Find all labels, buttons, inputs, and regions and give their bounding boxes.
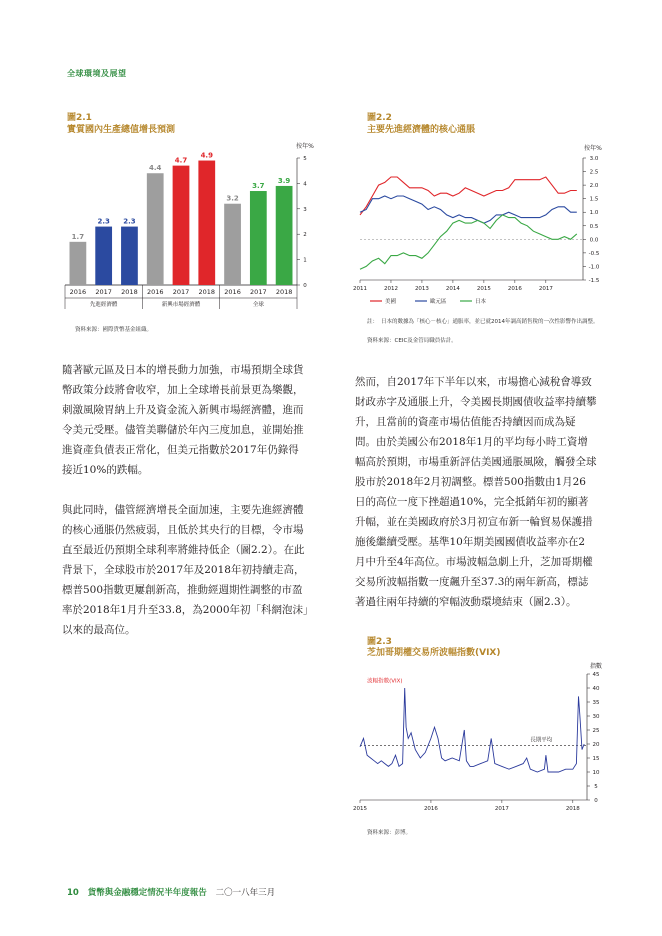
fig22-ytick: 1.0	[589, 210, 599, 217]
fig21-value-label: 4.7	[174, 156, 188, 165]
fig22-ytick: 2.5	[589, 169, 599, 176]
fig22-chart	[355, 140, 610, 310]
fig21-bar	[70, 242, 87, 285]
fig23-xtick: 2016	[423, 806, 438, 812]
fig21-bar	[224, 204, 241, 285]
right-p1-line: 然而，自2017年下半年以來，市場擔心減稅會導致	[355, 376, 592, 388]
fig23-ytick: 45	[592, 672, 600, 678]
page-footer	[67, 886, 275, 898]
fig21-xtick: 2017	[95, 288, 112, 296]
fig22-ytick: 0.0	[589, 237, 599, 244]
fig22-ytick: 0.5	[589, 223, 599, 230]
left-p2-line: 直至最近仍預期全球利率將維持低企（圖2.2）。在此	[62, 544, 305, 556]
fig21-value-label: 3.7	[252, 182, 265, 191]
fig21-ylabel: 按年%	[296, 143, 314, 150]
fig21-xtick: 2018	[275, 288, 293, 296]
fig21-bar	[121, 227, 138, 285]
right-p1-line: 幅高於預期，市場重新評估美國通脹風險，觸發全球	[355, 456, 597, 468]
fig21-ytick: 4	[303, 181, 307, 188]
fig23-xtick: 2018	[565, 806, 580, 812]
fig21-xtick: 2017	[250, 288, 267, 296]
fig21-ytick: 5	[303, 156, 307, 162]
report-title: 貨幣與金融穩定情況半年度報告	[87, 888, 207, 898]
fig22-ytick: 2.0	[589, 183, 599, 190]
right-paragraph-1	[355, 372, 607, 612]
fig23-ytick: 0	[594, 798, 598, 804]
fig23-ytick: 30	[592, 714, 600, 720]
fig23-number: 圖2.3	[367, 637, 392, 647]
left-paragraph-1	[62, 360, 314, 480]
fig21-value-label: 4.4	[149, 164, 162, 173]
fig21-xtick: 2016	[69, 288, 87, 296]
fig22-title: 主要先進經濟體的核心通脹	[367, 125, 476, 135]
left-p2-line: 背景下，全球股市於2017年及2018年初持續走高，	[62, 564, 305, 576]
fig23-ytick: 10	[592, 770, 600, 776]
fig22-legend-label: 歐元區	[430, 299, 447, 305]
fig23-ytick: 20	[592, 742, 600, 748]
fig23-ytick: 25	[592, 728, 600, 734]
left-p1-line: 幣政策分歧將會收窄，加上全球增長前景更為樂觀，	[62, 384, 304, 396]
left-p2-line: 的核心通脹仍然疲弱，且低於其央行的目標，令市場	[62, 524, 304, 536]
fig21-xtick: 2018	[198, 288, 216, 296]
left-p2-line: 與此同時，儘管經濟增長全面加速，主要先進經濟體	[62, 504, 304, 516]
fig22-ytick: -1.0	[588, 264, 600, 271]
fig21-bar	[276, 186, 293, 285]
left-p2-line: 標普500指數更屢創新高，推動經週期性調整的市盈	[62, 584, 303, 596]
fig23-series-label: 波幅指數(VIX)	[367, 678, 403, 685]
fig22-number: 圖2.2	[367, 113, 392, 123]
right-p1-line: 問。由於美國公布2018年1月的平均每小時工資增	[355, 436, 588, 448]
fig21-ytick: 0	[303, 283, 307, 289]
fig21-bar	[250, 191, 267, 285]
report-date: 二〇一八年三月	[215, 888, 276, 898]
fig22-legend-label: 美國	[385, 299, 397, 305]
fig21-xtick: 2016	[224, 288, 241, 296]
fig22-note-label: 註：	[367, 319, 379, 325]
fig21-bar	[95, 227, 112, 285]
fig21-xtick: 2018	[121, 288, 138, 296]
fig22-legend-label: 日本	[475, 299, 487, 305]
fig22-xtick: 2016	[507, 286, 522, 292]
fig21-bar	[173, 166, 190, 285]
fig23-ylabel: 指數	[589, 663, 603, 670]
fig22-note-text: 日本的數據為「核心－核心」通脹率，並已就2014年調高銷售稅的一次性影響作出調整。	[381, 319, 599, 325]
right-p1-line: 施後繼續受壓。基準10年期美國國債收益率亦在2	[355, 536, 586, 548]
fig22-xtick: 2012	[383, 286, 398, 292]
fig21-title: 實質國內生產總值增長預測	[67, 125, 176, 135]
fig23-ytick: 40	[592, 686, 600, 692]
right-p1-line: 交易所波幅指數一度飆升至37.3的兩年新高，標誌	[355, 576, 589, 588]
right-p1-line: 日的高位一度下挫超過10%，完全抵銷年初的顯著	[355, 496, 589, 508]
fig21-value-label: 2.3	[97, 217, 110, 226]
left-p1-line: 令美元受壓。儘管美聯儲於年內三度加息，並開始推	[62, 424, 304, 436]
fig21-value-label: 4.9	[200, 151, 213, 160]
fig22-series-line	[360, 196, 577, 223]
right-p1-line: 升，且當前的資產市場估值能否持續因而成為疑	[355, 416, 576, 428]
fig23-source: 資料來源：彭博。	[367, 830, 412, 836]
fig23-ytick: 5	[594, 784, 598, 790]
right-p1-line: 月中升至4年高位。市場波幅急劇上升，芝加哥期權	[355, 556, 593, 568]
fig21-xtick: 2016	[146, 288, 164, 296]
fig21-value-label: 3.2	[226, 194, 239, 203]
fig22-source: 資料來源：CEIC及金管局職員估計。	[367, 338, 457, 344]
left-paragraph-2	[62, 500, 314, 640]
section-header: 全球環境及展望	[67, 69, 127, 78]
fig21-bar	[198, 161, 215, 285]
fig22-ytick: 1.5	[589, 196, 599, 203]
left-p1-line: 接近10%的跌幅。	[62, 464, 149, 476]
fig22-xtick: 2017	[538, 286, 553, 292]
fig22-xtick: 2015	[476, 286, 491, 292]
fig21-value-label: 3.9	[277, 176, 291, 185]
fig23-average-label: 長期平均	[530, 737, 553, 744]
fig21-ytick: 1	[303, 257, 307, 264]
fig21-group-label: 新興市場經濟體	[161, 302, 201, 308]
fig23-ytick: 15	[592, 756, 600, 762]
right-p1-line: 股市於2018年2月初調整。標普500指數由1月26	[355, 476, 586, 488]
fig21-source: 資料來源：國際貨幣基金組織。	[75, 327, 153, 333]
left-p1-line: 隨著歐元區及日本的增長動力加強，市場預期全球貨	[62, 364, 304, 376]
fig22-ylabel: 按年%	[584, 145, 602, 152]
fig21-ytick: 2	[303, 232, 307, 239]
left-p2-line: 以來的最高位。	[62, 624, 136, 636]
fig23-ytick: 35	[592, 700, 600, 706]
fig22-xtick: 2013	[414, 286, 429, 292]
left-p2-line: 率於2018年1月升至33.8，為2000年初「科網泡沫」	[62, 604, 314, 616]
fig22-xtick: 2011	[353, 286, 367, 292]
page-number: 10	[67, 888, 79, 898]
fig21-ytick: 3	[303, 206, 307, 213]
right-p1-line: 財政赤字及通脹上升，令美國長期國債收益率持續攀	[355, 396, 597, 408]
fig22-note	[367, 318, 607, 326]
fig23-chart	[355, 662, 610, 822]
fig21-value-label: 1.7	[71, 232, 85, 241]
fig22-ytick: -0.5	[588, 250, 600, 257]
fig22-ytick: -1.5	[588, 278, 600, 284]
left-p1-line: 刺激風險胃納上升及資金流入新興市場經濟體，進而	[62, 404, 304, 416]
fig22-xtick: 2014	[445, 286, 460, 292]
fig21-group-label: 全球	[252, 302, 264, 308]
right-p1-line: 升幅，並在美國政府於3月初宣布新一輪貿易保護措	[355, 516, 593, 528]
right-p1-line: 著過往兩年持續的窄幅波動環境結束（圖2.3）。	[355, 596, 577, 608]
fig23-title: 芝加哥期權交易所波幅指數(VIX)	[367, 648, 501, 658]
fig23-series-line	[360, 688, 584, 772]
left-p1-line: 進資產負債表正常化，但美元指數於2017年仍錄得	[62, 444, 299, 456]
fig21-number: 圖2.1	[67, 113, 92, 123]
fig22-series-line	[360, 215, 577, 269]
fig21-bar	[147, 173, 164, 285]
fig22-ytick: 3.0	[589, 156, 599, 162]
fig21-value-label: 2.3	[123, 217, 136, 226]
fig22-series-line	[360, 177, 577, 215]
fig23-xtick: 2017	[494, 806, 509, 812]
fig21-chart	[60, 140, 315, 320]
fig21-group-label: 先進經濟體	[89, 302, 118, 308]
fig23-xtick: 2015	[353, 806, 367, 812]
fig21-xtick: 2017	[172, 288, 190, 296]
